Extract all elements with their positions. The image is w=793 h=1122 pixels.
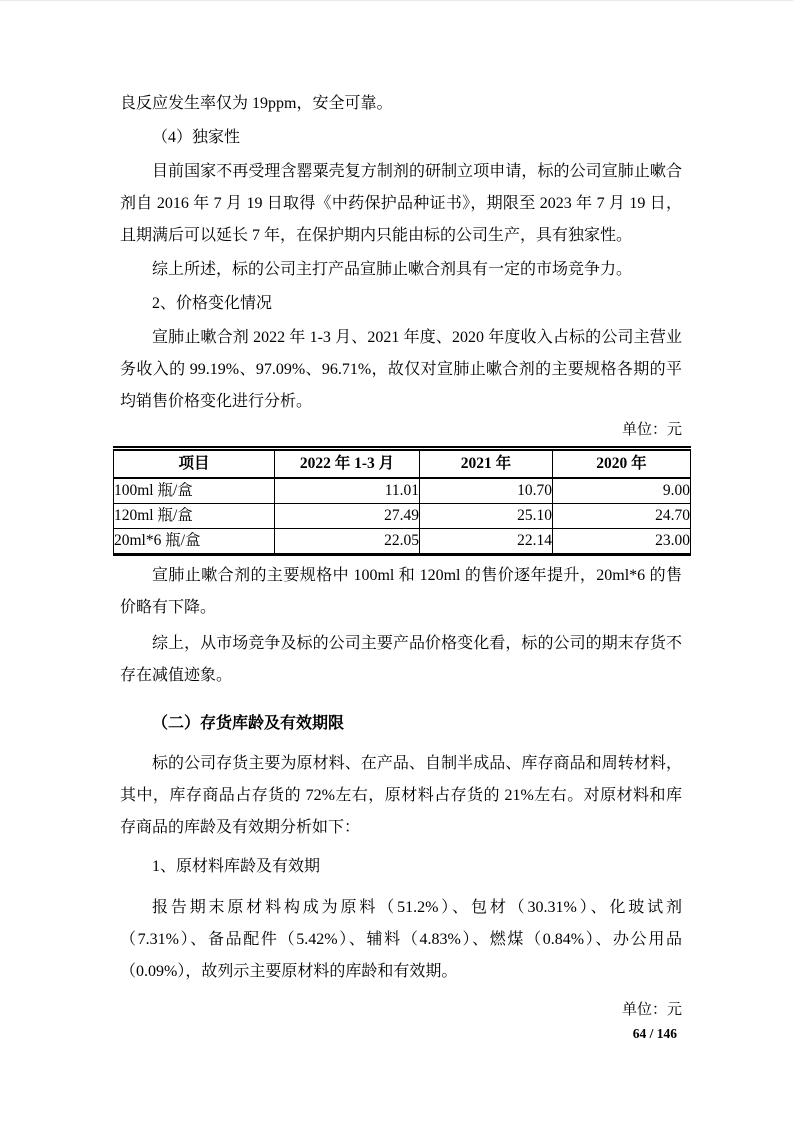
page-body	[114, 88, 690, 1020]
paragraph-raw-material-body: 报告期末原材料构成为原料（51.2%）、包材（30.31%）、化玻试剂（7.31%）、备品配件（5.42%）、辅料（4.83%）、燃煤（0.84%）、办公用品（0.09%），故列示主要原材料的库龄和有效期。	[120, 899, 682, 980]
paragraph-price-conclusion: 综上，从市场竞争及标的公司主要产品价格变化看，标的公司的期末存货不存在减值迹象。	[120, 635, 682, 684]
heading-exclusivity: （4）独家性	[152, 129, 241, 146]
table-cell-value: 10.70	[420, 478, 553, 504]
paragraph-exclusivity-body: 目前国家不再受理含罂粟壳复方制剂的研制立项申请，标的公司宣肺止嗽合剂自 2016 年 7 月 19 日取得《中药保护品种证书》，期限至 2023 年 7 月 19 日，且期满后可以延长 7 年，在保护期内只能由标的公司生产，具有独家性。	[120, 163, 682, 244]
table-cell-value: 25.10	[420, 504, 553, 529]
table-header-row	[114, 449, 691, 479]
heading-raw-material: 1、原材料库龄及有效期	[152, 858, 321, 875]
price-table	[113, 446, 691, 556]
table-header-item: 项目	[114, 449, 275, 479]
page-number: 64 / 146	[632, 1026, 677, 1041]
heading-price-change: 2、价格变化情况	[152, 295, 273, 312]
table-header-2021: 2021 年	[420, 449, 553, 479]
unit-label-top: 单位：元	[621, 422, 682, 438]
table-cell-item: 20ml*6 瓶/盒	[114, 532, 201, 549]
table-cell-value: 22.14	[420, 529, 553, 555]
table-header-2020: 2020 年	[553, 449, 691, 479]
table-cell-item: 100ml 瓶/盒	[114, 478, 275, 504]
table-row	[114, 504, 691, 529]
paragraph-inventory-body: 标的公司存货主要为原材料、在产品、自制半成品、库存商品和周转材料，其中，库存商品占存货的 72%左右，原材料占存货的 21%左右。对原材料和库存商品的库龄及有效期分析如下：	[120, 755, 682, 836]
paragraph-exclusivity-summary: 综上所述，标的公司主打产品宣肺止嗽合剂具有一定的市场竞争力。	[152, 261, 633, 278]
table-cell-value: 22.05	[275, 529, 420, 555]
table-cell-item: 120ml 瓶/盒	[114, 504, 275, 529]
unit-label-bottom: 单位：元	[621, 1002, 682, 1018]
table-header-2022: 2022 年 1-3 月	[275, 449, 420, 479]
table-cell-value: 27.49	[275, 504, 420, 529]
table-row	[114, 478, 691, 504]
table-cell-value: 23.00	[553, 529, 691, 555]
table-row	[114, 529, 691, 555]
paragraph-price-intro: 宣肺止嗽合剂 2022 年 1-3 月、2021 年度、2020 年度收入占标的公司主营业务收入的 99.19%、97.09%、96.71%，故仅对宣肺止嗽合剂的主要规格各期的平均销售价格变化进行分析。	[120, 329, 682, 410]
table-cell-value: 24.70	[553, 504, 691, 529]
paragraph-continuation: 良反应发生率仅为 19ppm，安全可靠。	[120, 95, 393, 112]
heading-section-two: （二）存货库龄及有效期限	[152, 715, 345, 732]
paragraph-price-analysis: 宣肺止嗽合剂的主要规格中 100ml 和 120ml 的售价逐年提升，20ml*6 的售价略有下降。	[120, 567, 682, 616]
table-cell-value: 11.01	[275, 478, 420, 504]
table-cell-value: 9.00	[553, 478, 691, 504]
